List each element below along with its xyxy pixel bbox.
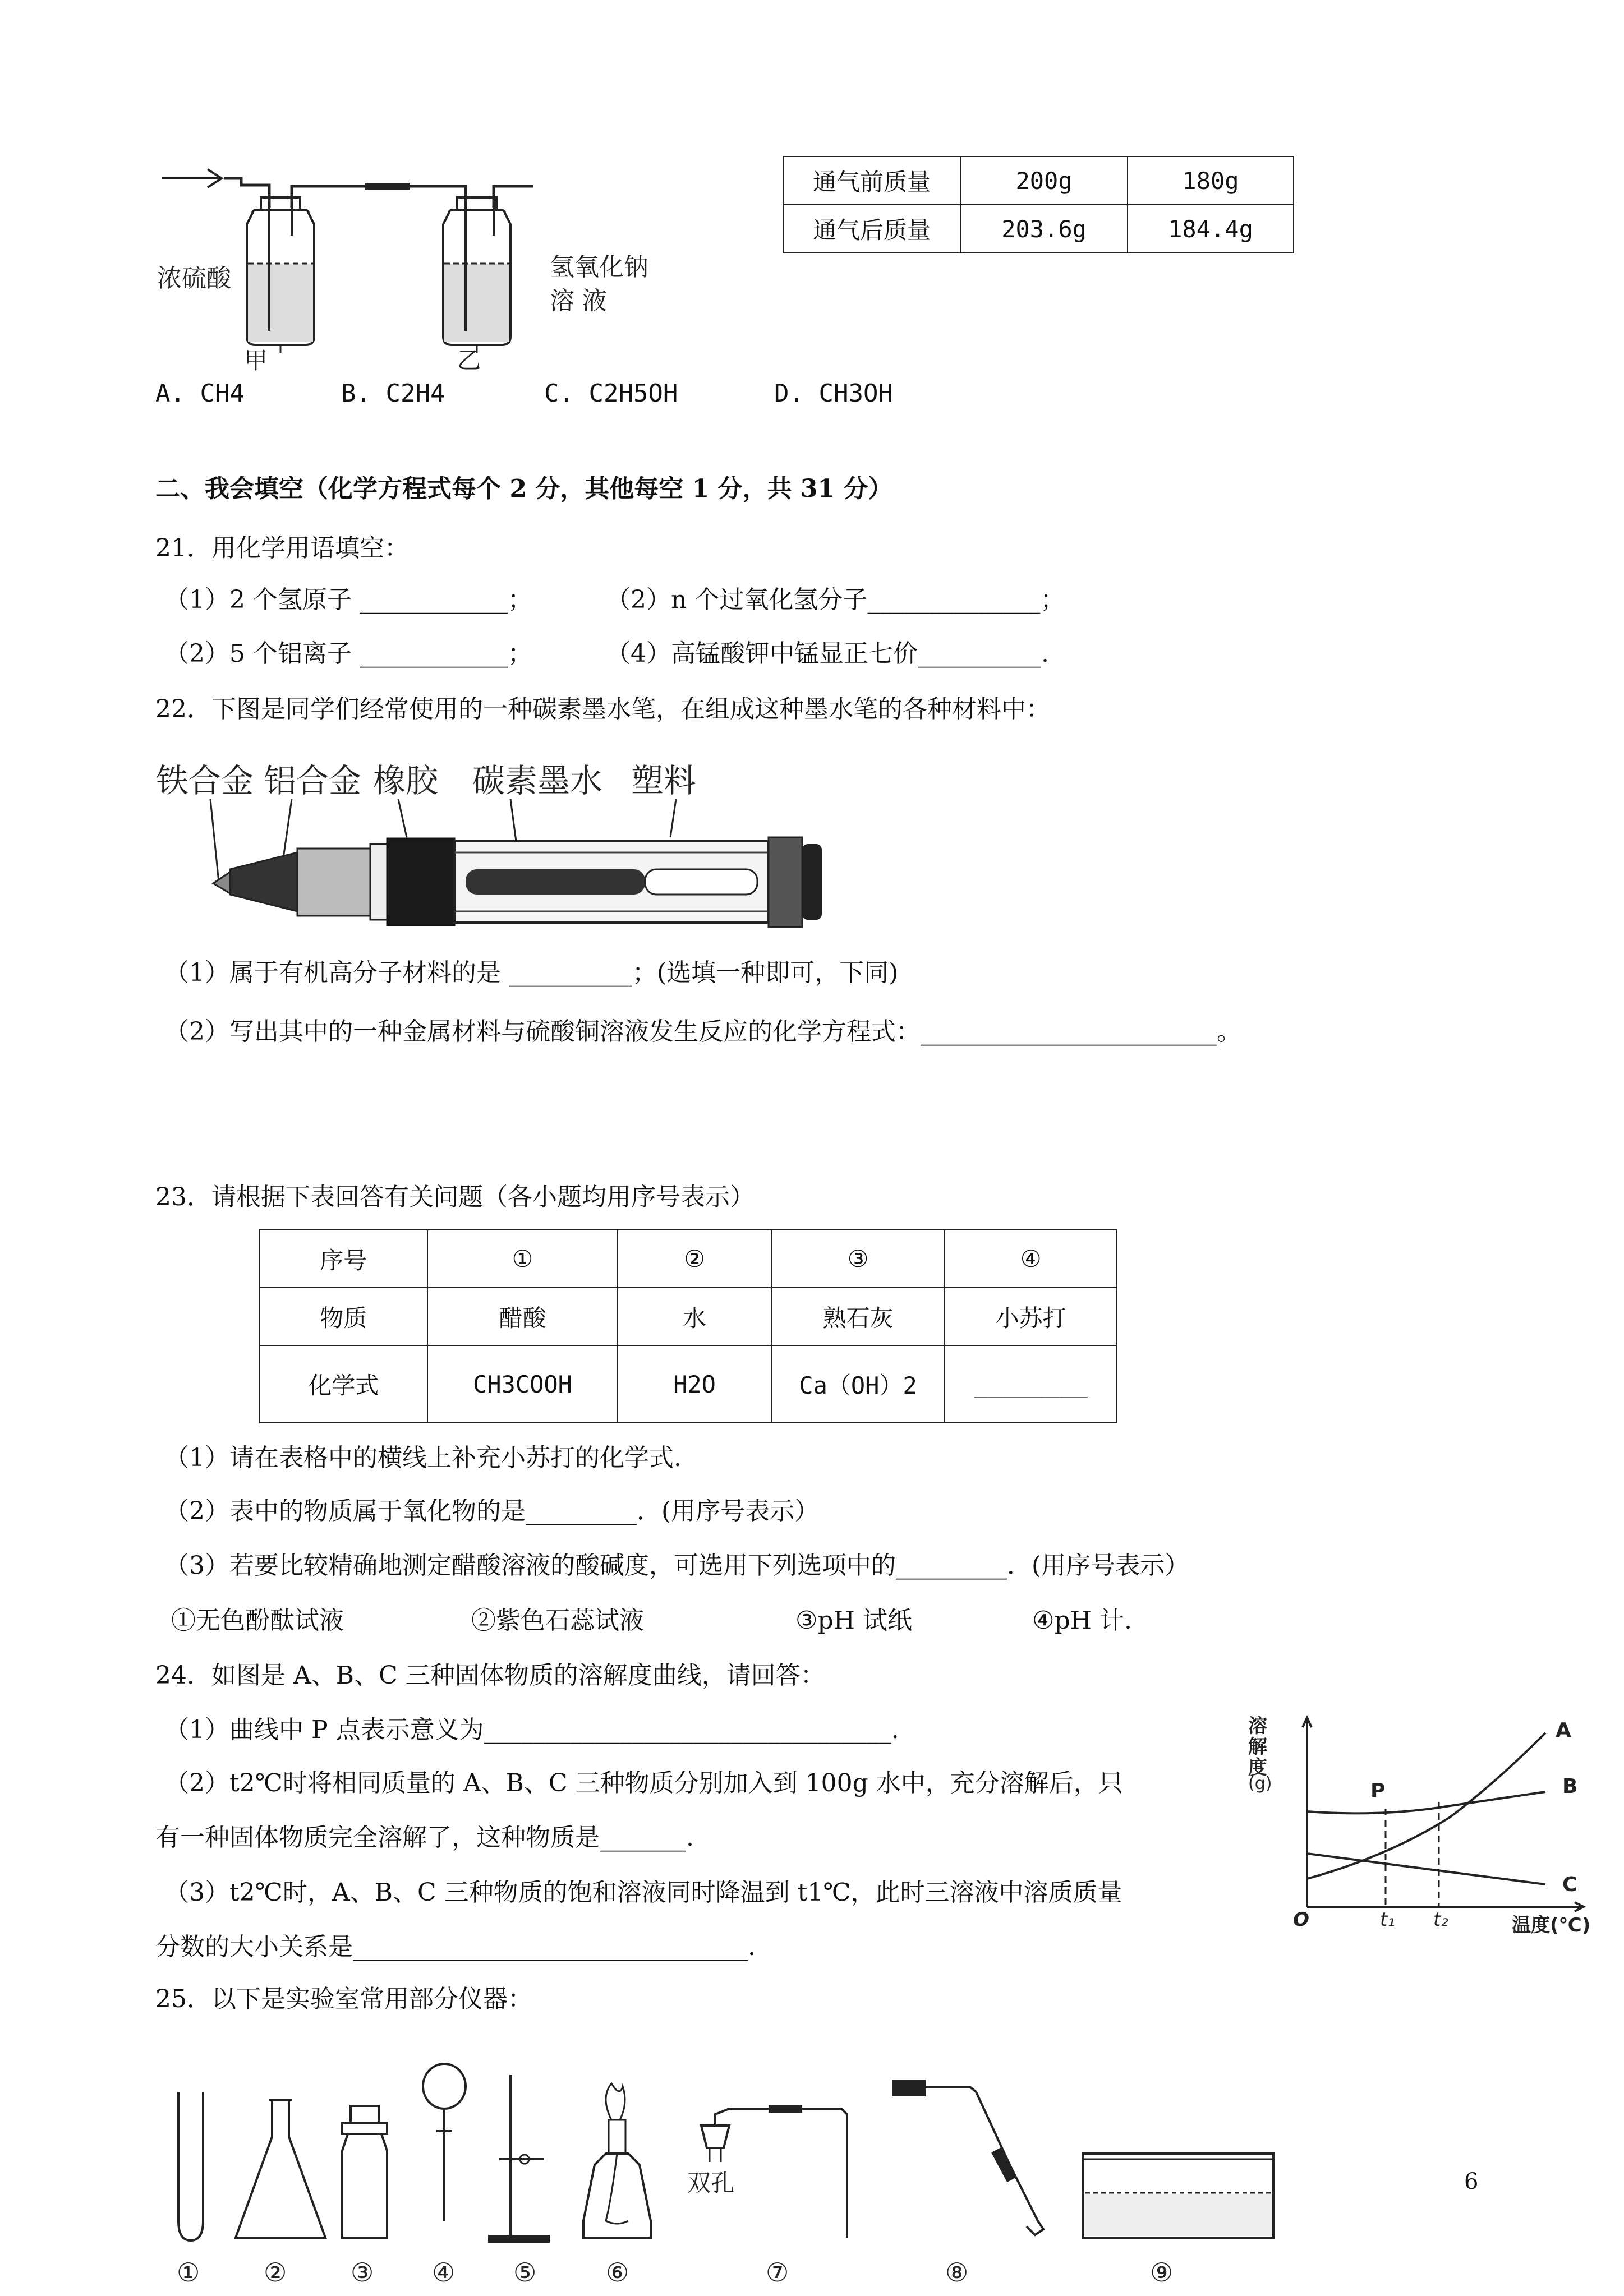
table-row <box>260 1345 1117 1423</box>
q23-stem: 23．请根据下表回答有关问题（各小题均用序号表示） <box>155 1183 755 1211</box>
gas-washing-figure <box>151 151 668 376</box>
q21-item-2: （2）n 个过氧化氢分子______________； <box>606 585 1065 614</box>
apparatus-number-3: ③ <box>351 2257 374 2288</box>
t2-label: t₂ <box>1433 1908 1448 1931</box>
table-cell: ③ <box>771 1230 945 1288</box>
pen-label-plastic: 塑料 <box>631 762 697 800</box>
y-axis-label-unit: (g) <box>1248 1774 1272 1794</box>
section-title: 二、我会填空（化学方程式每个 2 分，其他每空 1 分，共 31 分） <box>155 474 893 503</box>
option-b: B. C2H4 <box>341 379 445 408</box>
table-row <box>260 1230 1117 1288</box>
apparatus-number-2: ② <box>264 2257 287 2288</box>
concentrated-sulfuric-acid-label: 浓硫酸 <box>157 264 231 293</box>
substance-table <box>259 1229 1117 1423</box>
y-axis-label-1: 溶 <box>1248 1715 1267 1737</box>
apparatus-number-7: ⑦ <box>766 2257 789 2288</box>
table-cell: 化学式 <box>260 1345 427 1423</box>
table-cell: Ca（OH）2 <box>771 1345 945 1423</box>
table-row <box>783 205 1294 253</box>
q21-item-1: （1）2 个氢原子 ____________； <box>164 585 532 614</box>
table-cell: 通气前质量 <box>783 156 960 205</box>
option-c: C. C2H5OH <box>544 379 678 408</box>
q22-stem: 22．下图是同学们经常使用的一种碳素墨水笔，在组成这种墨水笔的各种材料中： <box>155 695 1051 723</box>
table-row <box>783 156 1294 205</box>
q25-stem: 25．以下是实验室常用部分仪器： <box>155 1985 532 2013</box>
pen-label-carbon-ink: 碳素墨水 <box>472 762 603 800</box>
q21-item-3: （2）5 个铝离子 ____________； <box>164 639 532 668</box>
table-cell: ________ <box>945 1345 1117 1423</box>
mass-table <box>783 156 1294 253</box>
curve-b-label: B <box>1562 1775 1578 1798</box>
y-axis-label-2: 解 <box>1248 1736 1267 1758</box>
table-cell: 180g <box>1128 156 1294 205</box>
apparatus-number-8: ⑧ <box>945 2257 969 2288</box>
table-cell: 水 <box>618 1288 771 1345</box>
table-cell: H2O <box>618 1345 771 1423</box>
origin-label: O <box>1293 1908 1309 1931</box>
solubility-curves <box>1248 1713 1596 1932</box>
q23-choice-1: ①无色酚酞试液 <box>171 1606 344 1635</box>
q23-sub3: （3）若要比较精确地测定醋酸溶液的酸碱度，可选用下列选项中的_________．(用序号表示） <box>164 1551 1190 1580</box>
q23-sub2: （2）表中的物质属于氧化物的是_________．(用序号表示） <box>164 1497 820 1525</box>
t1-label: t₁ <box>1380 1908 1395 1931</box>
bottle-yi-label: 乙 <box>457 347 481 374</box>
table-row <box>260 1288 1117 1345</box>
apparatus-number-6: ⑥ <box>606 2257 629 2288</box>
page-number: 6 <box>1464 2169 1479 2194</box>
table-cell: 序号 <box>260 1230 427 1288</box>
q22-sub1: （1）属于有机高分子材料的是 __________；(选填一种即可，下同) <box>164 958 899 987</box>
q22-sub2: （2）写出其中的一种金属材料与硫酸铜溶液发生反应的化学方程式：________________________。 <box>164 1017 1241 1046</box>
table-cell: 小苏打 <box>945 1288 1117 1345</box>
x-axis-label: 温度(℃) <box>1512 1914 1591 1937</box>
sodium-hydroxide-label-line1: 氢氧化钠 <box>550 253 648 282</box>
option-d: D. CH3OH <box>774 379 893 408</box>
table-cell: 物质 <box>260 1288 427 1345</box>
apparatus-number-1: ① <box>177 2257 200 2288</box>
pen-label-aluminum-alloy: 铝合金 <box>264 762 362 800</box>
apparatus-number-5: ⑤ <box>513 2257 537 2288</box>
option-a: A. CH4 <box>155 379 245 408</box>
point-p-label: P <box>1370 1779 1386 1802</box>
q23-choice-3: ③pH 试纸 <box>795 1606 912 1635</box>
table-cell: 203.6g <box>960 205 1128 253</box>
table-cell: ④ <box>945 1230 1117 1288</box>
curve-a-label: A <box>1556 1719 1571 1742</box>
table-cell: 醋酸 <box>427 1288 618 1345</box>
q23-choice-4: ④pH 计. <box>1032 1606 1132 1635</box>
y-axis-label-3: 度 <box>1248 1756 1267 1779</box>
q24-sub2-line2: 有一种固体物质完全溶解了，这种物质是_______. <box>155 1823 694 1852</box>
table-cell: 200g <box>960 156 1128 205</box>
table-cell: 熟石灰 <box>771 1288 945 1345</box>
q21-stem: 21．用化学用语填空： <box>155 534 409 563</box>
lab-apparatus-figure <box>163 2053 1290 2296</box>
table-cell: 184.4g <box>1128 205 1294 253</box>
table-cell: ① <box>427 1230 618 1288</box>
apparatus-number-4: ④ <box>432 2257 456 2288</box>
bottle-jia-label: 甲 <box>244 347 268 374</box>
q24-sub1: （1）曲线中 P 点表示意义为_________________________________. <box>164 1716 899 1744</box>
double-hole-label: 双孔 <box>687 2169 735 2197</box>
q23-choice-2: ②紫色石蕊试液 <box>471 1606 644 1635</box>
q21-item-4: （4）高锰酸钾中锰显正七价__________. <box>606 639 1049 668</box>
pen-drawing <box>151 754 841 934</box>
pen-figure <box>151 754 841 934</box>
apparatus-number-9: ⑨ <box>1150 2257 1174 2288</box>
curve-c-label: C <box>1562 1873 1577 1896</box>
solubility-graph <box>1248 1713 1596 1937</box>
q24-sub2-line1: （2）t2℃时将相同质量的 A、B、C 三种物质分别加入到 100g 水中，充分溶解后，只 <box>164 1769 1123 1797</box>
q23-sub1: （1）请在表格中的横线上补充小苏打的化学式. <box>164 1444 682 1472</box>
pen-label-rubber: 橡胶 <box>373 762 439 800</box>
table-cell: ② <box>618 1230 771 1288</box>
q24-sub3-line1: （3）t2℃时，A、B、C 三种物质的饱和溶液同时降温到 t1℃，此时三溶液中溶质质量 <box>164 1878 1122 1907</box>
q24-stem: 24．如图是 A、B、C 三种固体物质的溶解度曲线，请回答： <box>155 1661 825 1690</box>
sodium-hydroxide-label-line2: 溶 液 <box>550 287 607 315</box>
table-cell: 通气后质量 <box>783 205 960 253</box>
table-cell: CH3COOH <box>427 1345 618 1423</box>
pen-label-iron-alloy: 铁合金 <box>156 762 254 800</box>
q24-sub3-line2: 分数的大小关系是________________________________. <box>155 1933 756 1961</box>
